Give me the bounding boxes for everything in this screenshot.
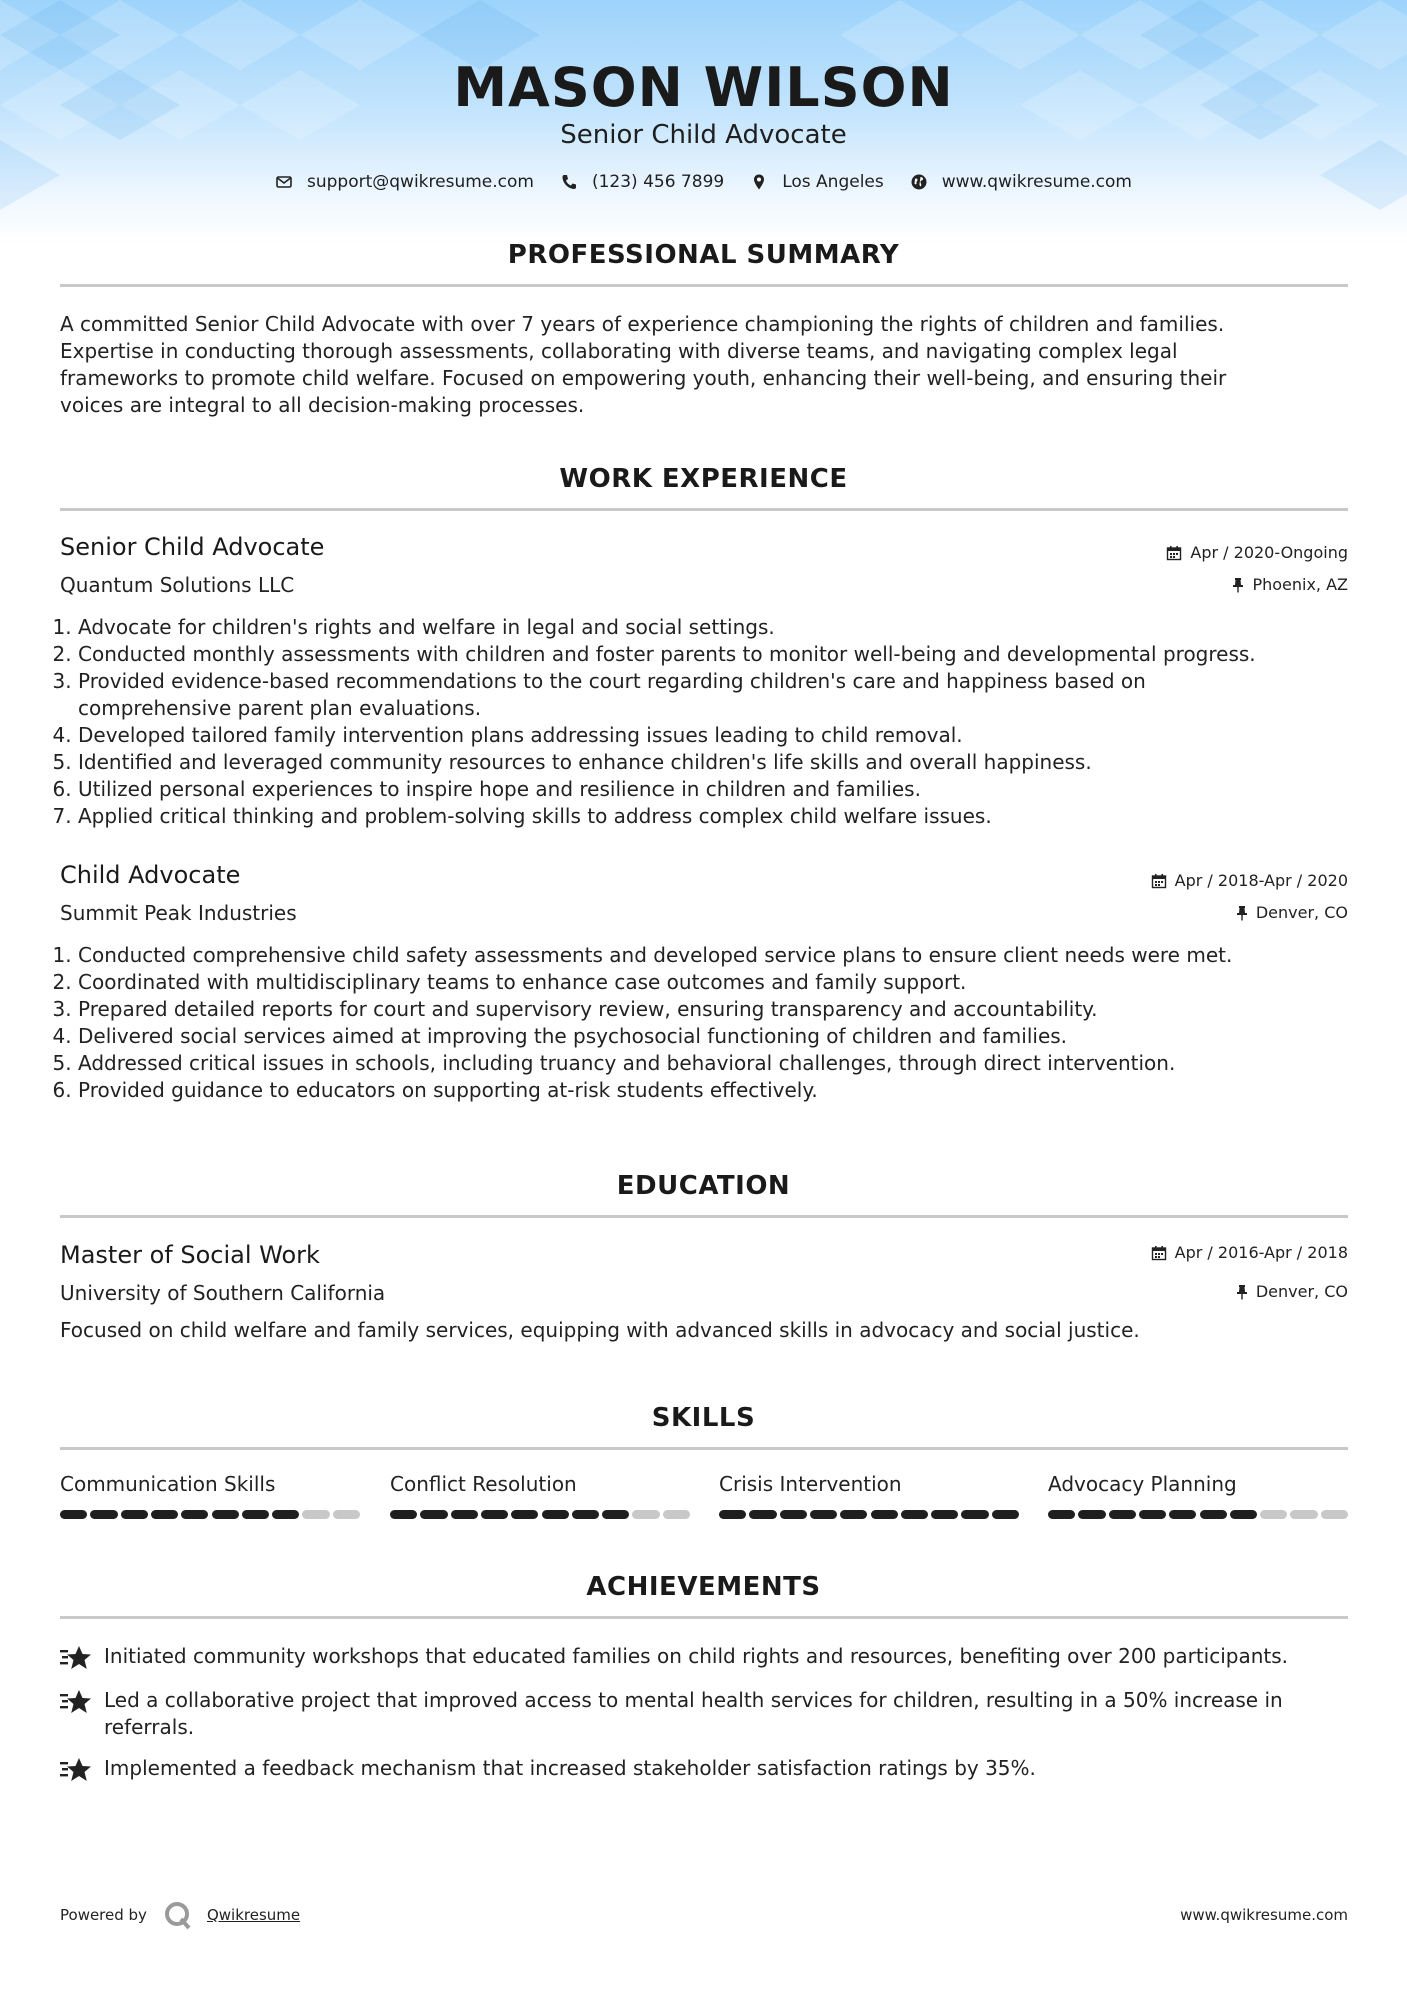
list-item: 4. Developed tailored family intervention plans addressing issues leading to child removal.	[78, 722, 1398, 749]
education-dates	[1151, 1243, 1348, 1262]
section-divider	[60, 1447, 1348, 1450]
skill-segment-filled	[810, 1510, 837, 1519]
list-item: 1. Conducted comprehensive child safety assessments and developed service plans to ensure client needs were met.	[78, 942, 1398, 969]
skill-segment-filled	[1139, 1510, 1166, 1519]
company-name: Quantum Solutions LLC	[60, 573, 295, 597]
star-award-icon	[60, 1689, 92, 1717]
achievement-text: Implemented a feedback mechanism that increased stakeholder satisfaction ratings by 35%.	[104, 1756, 1036, 1780]
skill-segment-filled	[1048, 1510, 1075, 1519]
skill-segment-filled	[121, 1510, 148, 1519]
list-item: 1. Advocate for children's rights and welfare in legal and social settings.	[78, 614, 1398, 641]
achievement-item	[60, 1643, 1348, 1673]
achievement-text: Led a collaborative project that improved access to mental health services for children, resulting in a 50% increase in referrals.	[104, 1688, 1283, 1739]
location-text: Denver, CO	[1255, 903, 1348, 922]
summary-text	[60, 311, 1348, 419]
skill-item	[390, 1472, 690, 1496]
contact-website[interactable]	[910, 172, 1132, 192]
job-dates	[1151, 871, 1348, 890]
education-heading: EDUCATION	[616, 1171, 791, 1201]
dates-text: Apr / 2018-Apr / 2020	[1174, 871, 1348, 890]
skill-level-bar	[390, 1510, 690, 1519]
skill-segment-empty	[1260, 1510, 1287, 1519]
list-item: 3. Provided evidence-based recommendations to the court regarding children's care and happiness based on comprehensive parent plan evaluations.	[78, 668, 1238, 722]
section-divider	[60, 1616, 1348, 1619]
company-name: Summit Peak Industries	[60, 901, 297, 925]
skill-segment-filled	[212, 1510, 239, 1519]
education-location	[1236, 1282, 1348, 1301]
summary-line: A committed Senior Child Advocate with over 7 years of experience championing the rights of children and families.	[60, 312, 1225, 336]
skill-name: Advocacy Planning	[1048, 1472, 1237, 1496]
skill-segment-filled	[840, 1510, 867, 1519]
skill-segment-filled	[901, 1510, 928, 1519]
list-item: 2. Conducted monthly assessments with children and foster parents to monitor well-being and developmental progress.	[78, 641, 1398, 668]
section-divider	[60, 508, 1348, 511]
skill-segment-filled	[1078, 1510, 1105, 1519]
skill-segment-filled	[90, 1510, 117, 1519]
achievement-item	[60, 1755, 1348, 1785]
dates-text: Apr / 2016-Apr / 2018	[1174, 1243, 1348, 1262]
job-location	[1236, 903, 1348, 922]
section-divider	[60, 284, 1348, 287]
achievement-text: Initiated community workshops that educated families on child rights and resources, benefiting over 200 participants.	[104, 1644, 1289, 1668]
skill-item	[719, 1472, 1019, 1496]
skill-segment-filled	[992, 1510, 1019, 1519]
website-text: www.qwikresume.com	[941, 172, 1132, 192]
qwikresume-logo-icon	[163, 1900, 193, 1930]
skill-segment-filled	[451, 1510, 478, 1519]
skill-segment-filled	[780, 1510, 807, 1519]
location-text: Los Angeles	[782, 172, 884, 192]
job-dates	[1166, 543, 1348, 562]
location-text: Denver, CO	[1255, 1282, 1348, 1301]
skill-segment-filled	[542, 1510, 569, 1519]
calendar-icon	[1151, 1245, 1167, 1261]
job-location	[1232, 575, 1348, 594]
candidate-title: Senior Child Advocate	[560, 120, 847, 150]
skill-name: Conflict Resolution	[390, 1472, 577, 1496]
list-item: 6. Provided guidance to educators on supporting at-risk students effectively.	[78, 1077, 1398, 1104]
job-bullets	[0, 614, 1398, 830]
contact-bar	[0, 172, 1407, 192]
phone-text: (123) 456 7899	[591, 172, 725, 192]
skill-segment-empty	[333, 1510, 360, 1519]
summary-line: voices are integral to all decision-making processes.	[60, 393, 585, 417]
job-title: Senior Child Advocate	[60, 533, 325, 561]
summary-line: frameworks to promote child welfare. Focused on empowering youth, enhancing their well-being, and ensuring their	[60, 366, 1227, 390]
powered-by-label: Powered by	[60, 1906, 147, 1924]
education-description: Focused on child welfare and family services, equipping with advanced skills in advocacy and social justice.	[60, 1318, 1140, 1342]
skill-segment-filled	[1200, 1510, 1227, 1519]
skills-heading: SKILLS	[651, 1403, 756, 1433]
candidate-name: MASON WILSON	[453, 56, 954, 119]
skill-segment-filled	[572, 1510, 599, 1519]
phone-icon	[560, 173, 578, 191]
degree-title: Master of Social Work	[60, 1241, 320, 1269]
job-title: Child Advocate	[60, 861, 241, 889]
skill-segment-filled	[272, 1510, 299, 1519]
star-award-icon	[60, 1757, 92, 1785]
achievement-item	[60, 1687, 1348, 1741]
skill-segment-filled	[1169, 1510, 1196, 1519]
dates-text: Apr / 2020-Ongoing	[1190, 543, 1348, 562]
skill-name: Communication Skills	[60, 1472, 276, 1496]
school-name: University of Southern California	[60, 1281, 386, 1305]
list-item: 3. Prepared detailed reports for court and supervisory review, ensuring transparency and accountability.	[78, 996, 1398, 1023]
footer-left	[60, 1900, 300, 1930]
skill-segment-empty	[663, 1510, 690, 1519]
experience-heading: WORK EXPERIENCE	[559, 464, 848, 494]
skill-segment-filled	[1109, 1510, 1136, 1519]
location-text: Phoenix, AZ	[1252, 575, 1348, 594]
skill-segment-empty	[1321, 1510, 1348, 1519]
skill-segment-filled	[481, 1510, 508, 1519]
achievements-heading: ACHIEVEMENTS	[586, 1572, 821, 1602]
skill-segment-empty	[1290, 1510, 1317, 1519]
calendar-icon	[1166, 545, 1182, 561]
skill-segment-filled	[390, 1510, 417, 1519]
list-item: 2. Coordinated with multidisciplinary teams to enhance case outcomes and family support.	[78, 969, 1398, 996]
pushpin-icon	[1236, 905, 1248, 921]
skill-segment-filled	[602, 1510, 629, 1519]
summary-line: Expertise in conducting thorough assessments, collaborating with diverse teams, and navigating complex legal	[60, 339, 1178, 363]
list-item: 5. Addressed critical issues in schools, including truancy and behavioral challenges, through direct intervention.	[78, 1050, 1398, 1077]
skill-segment-filled	[151, 1510, 178, 1519]
summary-heading: PROFESSIONAL SUMMARY	[507, 240, 900, 270]
skill-segment-filled	[931, 1510, 958, 1519]
list-item: 7. Applied critical thinking and problem-solving skills to address complex child welfare issues.	[78, 803, 1398, 830]
skill-segment-empty	[302, 1510, 329, 1519]
skill-level-bar	[60, 1510, 360, 1519]
pushpin-icon	[1232, 577, 1244, 593]
skill-segment-filled	[420, 1510, 447, 1519]
contact-email[interactable]	[275, 172, 534, 192]
skill-segment-filled	[511, 1510, 538, 1519]
map-marker-icon	[750, 173, 768, 191]
contact-location	[750, 172, 884, 192]
skill-level-bar	[1048, 1510, 1348, 1519]
skill-name: Crisis Intervention	[719, 1472, 902, 1496]
skill-segment-filled	[60, 1510, 87, 1519]
skill-segment-filled	[871, 1510, 898, 1519]
skill-item	[60, 1472, 360, 1496]
contact-phone[interactable]	[560, 172, 724, 192]
list-item: 6. Utilized personal experiences to inspire hope and resilience in children and families.	[78, 776, 1398, 803]
skill-segment-filled	[719, 1510, 746, 1519]
globe-icon	[910, 173, 928, 191]
skill-item	[1048, 1472, 1348, 1496]
qwikresume-link[interactable]: Qwikresume	[206, 1906, 301, 1924]
list-item: 5. Identified and leveraged community resources to enhance children's life skills and overall happiness.	[78, 749, 1398, 776]
email-text: support@qwikresume.com	[307, 172, 534, 192]
skill-segment-empty	[632, 1510, 659, 1519]
list-item: 4. Delivered social services aimed at improving the psychosocial functioning of children and families.	[78, 1023, 1398, 1050]
skills-list	[60, 1472, 1348, 1532]
section-divider	[60, 1215, 1348, 1218]
pushpin-icon	[1236, 1284, 1248, 1300]
skill-segment-filled	[1230, 1510, 1257, 1519]
skill-segment-filled	[961, 1510, 988, 1519]
skill-level-bar	[719, 1510, 1019, 1519]
calendar-icon	[1151, 873, 1167, 889]
skill-segment-filled	[242, 1510, 269, 1519]
skill-segment-filled	[749, 1510, 776, 1519]
footer-website[interactable]: www.qwikresume.com	[1180, 1906, 1348, 1924]
job-bullets	[0, 942, 1398, 1104]
skill-segment-filled	[181, 1510, 208, 1519]
star-award-icon	[60, 1645, 92, 1673]
envelope-icon	[275, 173, 293, 191]
